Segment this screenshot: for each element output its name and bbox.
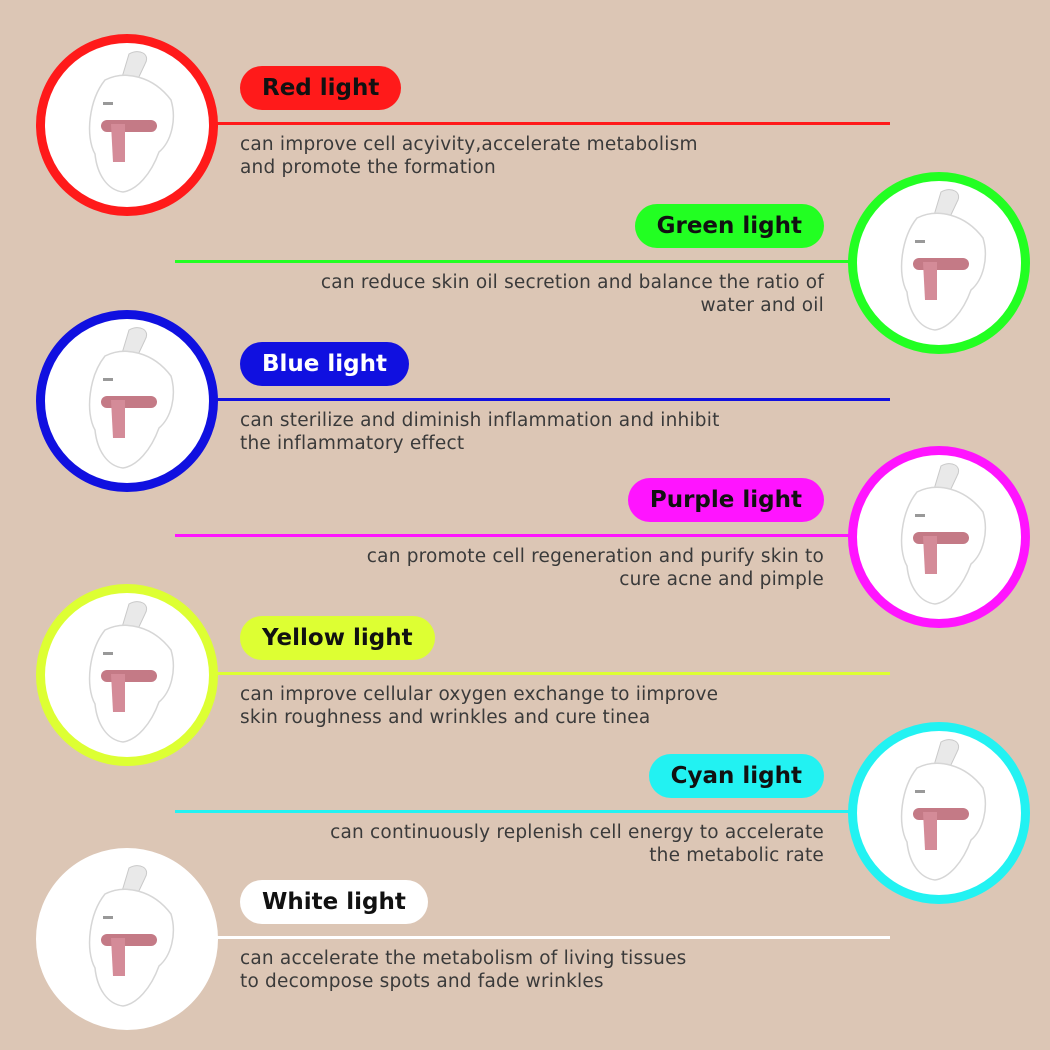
divider-line-purple (175, 534, 855, 537)
description-line: can improve cell acyivity,accelerate metabolism (240, 134, 698, 155)
title-pill-cyan: Cyan light (649, 754, 824, 798)
description-line: and promote the formation (240, 157, 496, 178)
title-pill-blue: Blue light (240, 342, 409, 386)
title-pill-green: Green light (635, 204, 824, 248)
title-pill-white: White light (240, 880, 428, 924)
led-mask-icon (67, 326, 187, 476)
led-mask-icon (879, 462, 999, 612)
mask-circle-green (848, 172, 1030, 354)
divider-line-yellow (212, 672, 890, 675)
description-line: can reduce skin oil secretion and balance the ratio of (320, 272, 824, 293)
mask-circle-yellow (36, 584, 218, 766)
divider-line-red (212, 122, 890, 125)
mask-circle-white (36, 848, 218, 1030)
description-line: can sterilize and diminish inflammation and inhibit (240, 410, 720, 431)
description-purple (264, 545, 824, 591)
description-line: skin roughness and wrinkles and cure tinea (240, 707, 651, 728)
description-line: the metabolic rate (649, 845, 824, 866)
description-line: the inflammatory effect (240, 433, 465, 454)
description-line: can continuously replenish cell energy to accelerate (330, 822, 824, 843)
led-mask-icon (67, 864, 187, 1014)
divider-line-cyan (175, 810, 855, 813)
description-white (240, 947, 800, 993)
description-line: cure acne and pimple (619, 569, 824, 590)
title-pill-red: Red light (240, 66, 401, 110)
description-yellow (240, 683, 800, 729)
mask-circle-blue (36, 310, 218, 492)
description-line: can accelerate the metabolism of living tissues (240, 948, 687, 969)
description-line: can improve cellular oxygen exchange to iimprove (240, 684, 719, 705)
description-blue (240, 409, 800, 455)
led-mask-icon (67, 600, 187, 750)
mask-circle-cyan (848, 722, 1030, 904)
description-line: water and oil (700, 295, 824, 316)
description-line: to decompose spots and fade wrinkles (240, 971, 604, 992)
title-pill-purple: Purple light (628, 478, 824, 522)
divider-line-green (175, 260, 855, 263)
mask-circle-red (36, 34, 218, 216)
description-cyan (264, 821, 824, 867)
led-mask-icon (67, 50, 187, 200)
title-pill-yellow: Yellow light (240, 616, 435, 660)
description-line: can promote cell regeneration and purify skin to (366, 546, 824, 567)
description-red (240, 133, 800, 179)
led-mask-icon (879, 188, 999, 338)
description-green (264, 271, 824, 317)
divider-line-blue (212, 398, 890, 401)
mask-circle-purple (848, 446, 1030, 628)
led-mask-icon (879, 738, 999, 888)
divider-line-white (212, 936, 890, 939)
